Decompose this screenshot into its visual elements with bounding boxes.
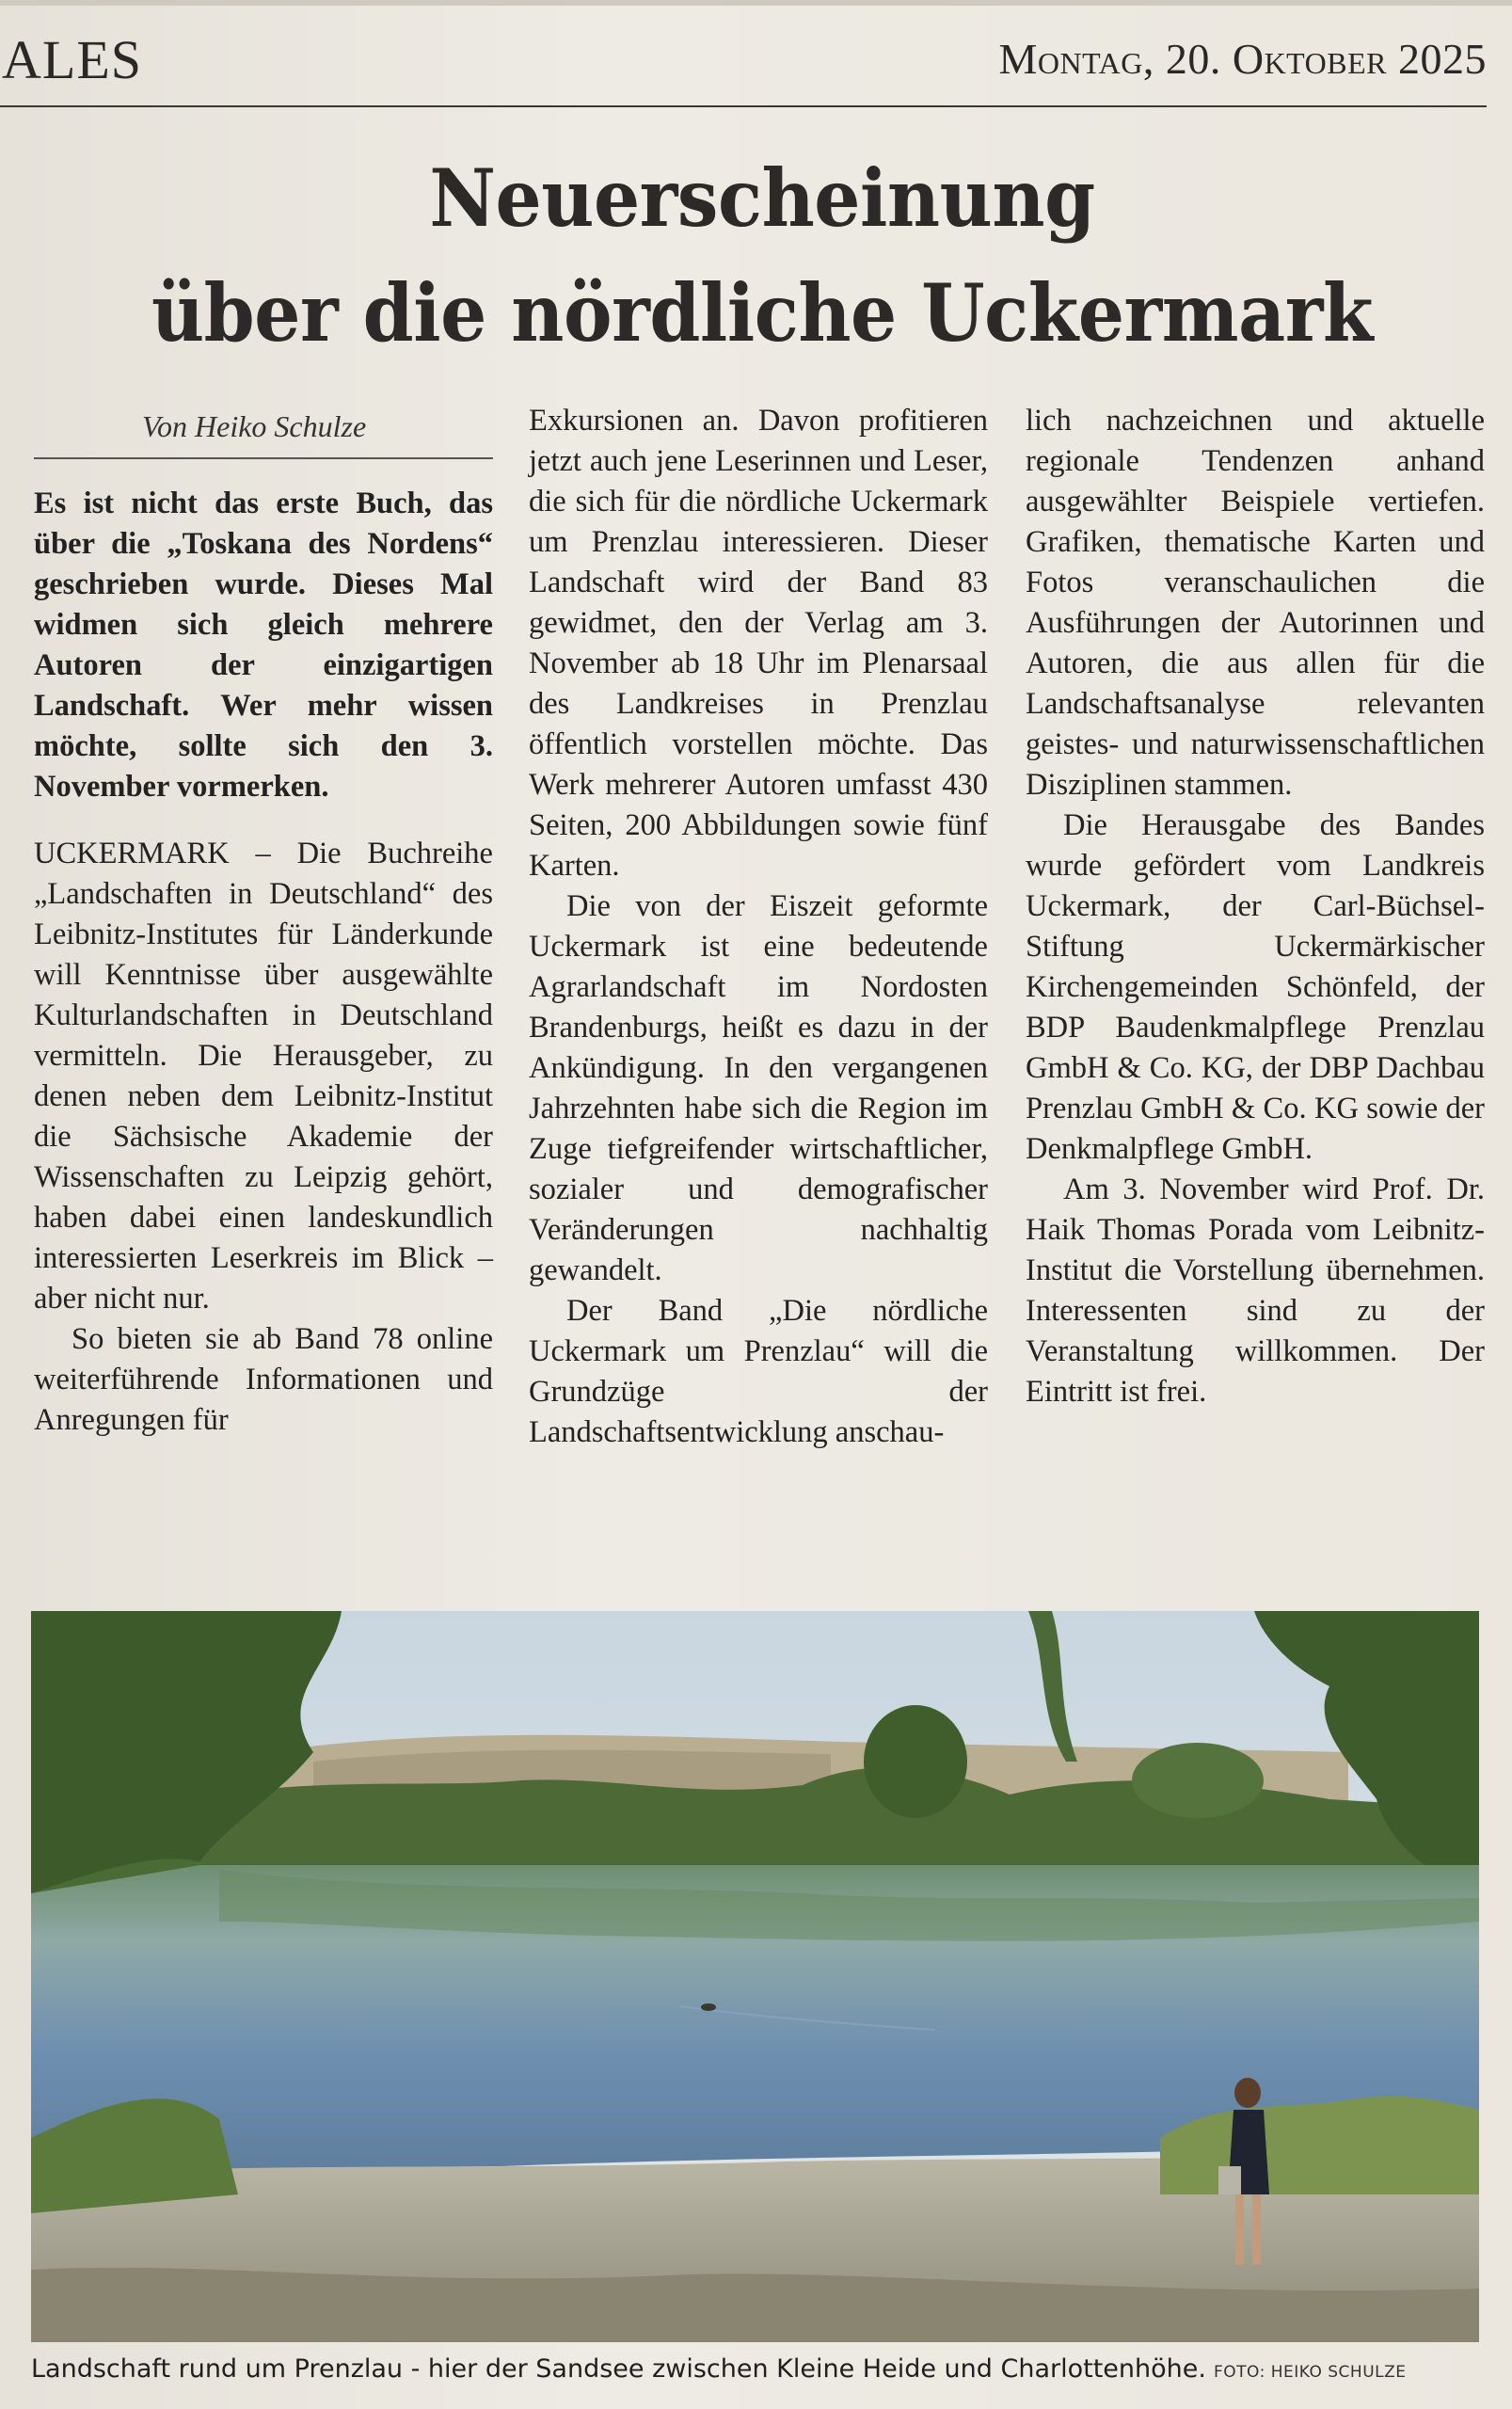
top-rule: [0, 0, 1512, 6]
column-2: [529, 401, 988, 1453]
lake-photo: [31, 1611, 1479, 2342]
headline-line-1: Neuerscheinung: [429, 152, 1095, 245]
lake-landscape-image: [31, 1611, 1479, 2342]
body-paragraph: So bieten sie ab Band 78 online weiterführende Informationen und Anregungen für: [34, 1322, 493, 1437]
body-paragraph: Am 3. November wird Prof. Dr. Haik Thomas Porada vom Leibnitz-Institut die Vorstellung übernehmen. Interessenten sind zu der Veranstaltung willkommen. Der Eintritt ist frei.: [1026, 1173, 1485, 1409]
body-paragraph: Die von der Eiszeit geformte Uckermark ist eine bedeutende Agrarlandschaft im Nordosten Brandenburgs, heißt es dazu in der Ankündigung. In den vergangenen Jahrzehnten habe sich die Region im Zuge tiefgreifender wirtschaftlicher, sozialer und demografischer Veränderungen nachhaltig gewandelt.: [529, 889, 988, 1287]
column-1: [34, 403, 493, 1441]
photo-caption: [31, 2354, 1499, 2384]
body-paragraph: Der Band „Die nördliche Uckermark um Prenzlau“ will die Grundzüge der Landschaftsentwicklung anschau-: [529, 1294, 988, 1449]
caption-text: Landschaft rund um Prenzlau - hier der Sandsee zwischen Kleine Heide und Charlottenhöhe.: [31, 2354, 1206, 2384]
body-paragraph: Exkursionen an. Davon profitieren jetzt auch jene Leserinnen und Leser, die sich für die nördliche Uckermark um Prenzlau interessieren. Dieser Landschaft wird der Band 83 gewidmet, den der Verlag am 3. November ab 18 Uhr im Plenarsaal des Landkreises in Prenzlau öffentlich vorstellen möchte. Das Werk mehrerer Autoren umfasst 430 Seiten, 200 Abbildungen sowie fünf Karten.: [529, 404, 988, 883]
headline-line-2: über die nördliche Uckermark: [151, 266, 1374, 359]
body-paragraph: lich nachzeichnen und aktuelle regionale Tendenzen anhand ausgewählter Beispiele vertiefen. Grafiken, thematische Karten und Fotos veranschaulichen die Ausführungen der Autorinnen und Autoren, die aus allen für die Landschaftsanalyse relevanten geistes- und naturwissenschaftlichen Disziplinen stammen.: [1026, 404, 1485, 802]
headline: [113, 141, 1411, 371]
body-paragraph: Die Herausgabe des Bandes wurde gefördert vom Landkreis Uckermark, der Carl-Büchsel-Stiftung Uckermärkischer Kirchengemeinden Schönfeld, der BDP Baudenkmalpflege Prenzlau GmbH & Co. KG, der DBP Dachbau Prenzlau GmbH & Co. KG sowie der Denkmalpflege GmbH.: [1026, 808, 1485, 1166]
header-divider: [0, 105, 1487, 107]
lead-paragraph: Es ist nicht das erste Buch, das über die „Toskana des Nordens“ geschrieben wurde. Dieses Mal widmen sich gleich mehrere Autoren der einzigartigen Landschaft. Wer mehr wissen möchte, sollte sich den 3. November vormerken.: [34, 487, 493, 804]
issue-date: Montag, 20. Oktober 2025: [998, 35, 1487, 83]
body-paragraph: UCKERMARK – Die Buchreihe „Landschaften in Deutschland“ des Leibnitz-Institutes für Länderkunde will Kenntnisse über ausgewählte Kulturlandschaften in Deutschland vermitteln. Die Herausgeber, zu denen neben dem Leibnitz-Institut die Sächsische Akademie der Wissenschaften zu Leipzig gehört, haben dabei einen landeskundlich interessierten Leserkreis im Blick – aber nicht nur.: [34, 837, 493, 1316]
section-name: ALES: [2, 29, 142, 90]
byline: Von Heiko Schulze: [142, 409, 367, 443]
byline-divider: [34, 457, 493, 459]
column-3: [1026, 401, 1485, 1412]
photo-credit: FOTO: HEIKO SCHULZE: [1213, 2363, 1407, 2382]
